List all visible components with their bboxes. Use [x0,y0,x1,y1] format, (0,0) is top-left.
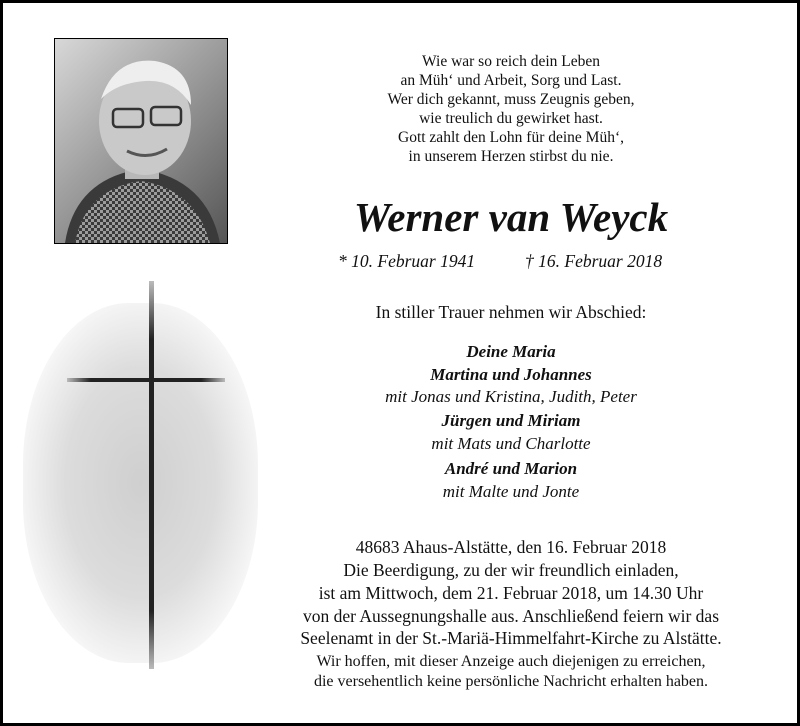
life-dates [283,251,739,273]
funeral-line: Die Beerdigung, zu der wir freundlich einladen, [343,560,679,580]
cross-icon-bar [67,378,225,382]
poem-line: in unserem Herzen stirbst du nie. [408,148,614,165]
text-column [283,3,739,726]
poem-line: an Müh‘ und Arbeit, Sorg und Last. [400,72,622,89]
family-children: mit Mats und Charlotte [431,434,591,453]
death-date: † 16. Februar 2018 [525,251,663,271]
cross-icon [149,281,154,669]
family-names: André und Marion [444,459,578,478]
closing-line: die versehentlich keine persönliche Nachricht erhalten haben. [313,673,709,690]
poem-line: Wer dich gekannt, muss Zeugnis geben, [387,91,635,108]
funeral-line: Seelenamt in der St.-Mariä-Himmelfahrt-Kirche zu Alstätte. [300,628,722,648]
deceased-name: Werner van Weyck [353,194,669,240]
poem-line: Gott zahlt den Lohn für deine Müh‘, [398,129,624,146]
family-children: mit Malte und Jonte [442,482,580,501]
fog-background [23,303,258,663]
place-date: 48683 Ahaus-Alstätte, den 16. Februar 2018 [355,537,667,557]
funeral-line: von der Aussegnungshalle aus. Anschließend feiern wir das [302,606,720,626]
birth-date: * 10. Februar 1941 [338,251,476,271]
mourning-intro: In stiller Trauer nehmen wir Abschied: [375,302,647,322]
family-names: Jürgen und Miriam [441,411,581,430]
family-children: mit Jonas und Kristina, Judith, Peter [385,387,637,406]
poem-line: wie treulich du gewirket hast. [419,110,603,127]
poem-line: Wie war so reich dein Leben [422,53,600,70]
closing-line: Wir hoffen, mit dieser Anzeige auch diejenigen zu erreichen, [316,653,706,670]
portrait-photo [54,38,228,244]
family-names: Deine Maria [466,342,556,361]
family-names: Martina und Johannes [430,365,592,384]
funeral-line: ist am Mittwoch, dem 21. Februar 2018, um 14.30 Uhr [318,583,704,603]
